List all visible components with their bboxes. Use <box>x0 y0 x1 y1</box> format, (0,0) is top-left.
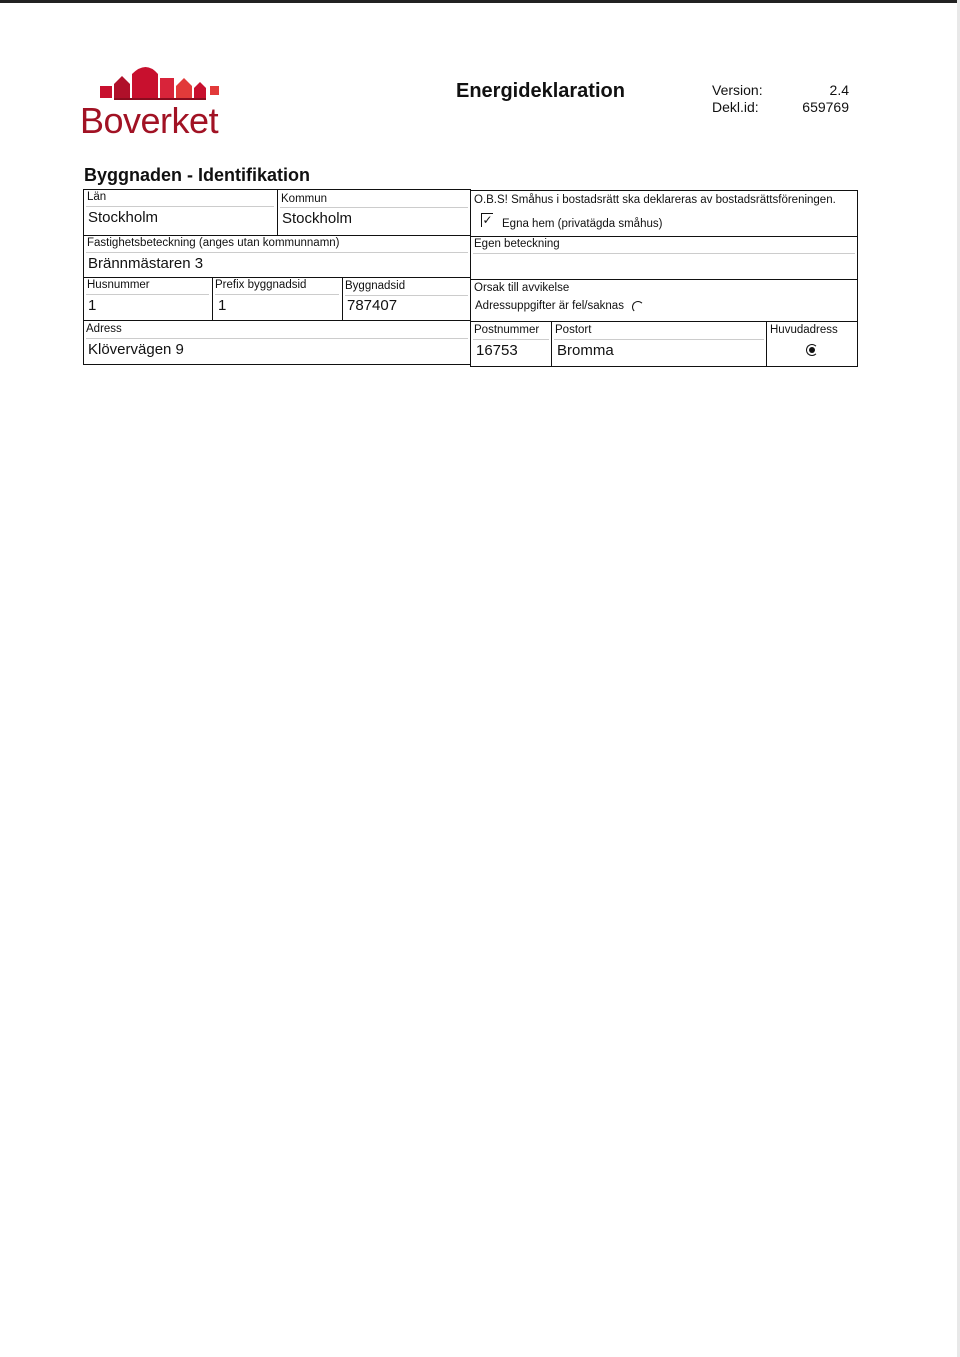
divider <box>83 320 471 321</box>
divider <box>342 277 343 320</box>
postnummer-field[interactable]: 16753 <box>476 342 518 359</box>
field-line <box>215 294 339 295</box>
divider <box>83 277 471 278</box>
field-line <box>86 294 209 295</box>
field-line <box>473 253 855 254</box>
prefix-byggnadsid-field[interactable]: 1 <box>218 297 227 314</box>
fastighetsbeteckning-field[interactable]: Brännmästaren 3 <box>88 255 204 272</box>
adress-field[interactable]: Klövervägen 9 <box>88 341 184 358</box>
field-line <box>86 338 468 339</box>
husnummer-label: Husnummer <box>87 279 150 291</box>
divider <box>470 321 858 322</box>
adress-label: Adress <box>86 323 122 335</box>
postort-field[interactable]: Bromma <box>557 342 614 359</box>
prefix-byggnadsid-label: Prefix byggnadsid <box>215 279 307 291</box>
divider <box>212 277 213 320</box>
huvudadress-label: Huvudadress <box>770 324 838 336</box>
field-line <box>280 207 468 208</box>
lan-field[interactable]: Stockholm <box>88 209 159 226</box>
egen-beteckning-label: Egen beteckning <box>474 238 560 250</box>
deklid-value: 659769 <box>802 99 849 115</box>
postnummer-label: Postnummer <box>474 324 540 336</box>
kommun-field[interactable]: Stockholm <box>282 210 353 227</box>
field-line <box>86 252 468 253</box>
radio-icon[interactable] <box>806 344 818 356</box>
checkmark-icon[interactable]: ✓ <box>482 213 493 227</box>
obs-notice: O.B.S! Småhus i bostadsrätt ska deklareras av bostadsrättsföreningen. <box>474 194 836 206</box>
fastighetsbeteckning-label: Fastighetsbeteckning (anges utan kommunnamn) <box>87 237 340 249</box>
divider <box>766 321 767 367</box>
divider <box>83 235 471 236</box>
brand-name: Boverket <box>80 100 219 141</box>
field-line <box>554 339 764 340</box>
scan-edge-top <box>0 0 960 3</box>
boverket-houses-icon <box>100 60 230 102</box>
byggnadsid-label: Byggnadsid <box>345 280 406 292</box>
section-title: Byggnaden - Identifikation <box>84 165 311 185</box>
byggnadsid-field[interactable]: 787407 <box>347 297 398 314</box>
divider <box>470 236 858 237</box>
field-line <box>86 206 274 207</box>
postort-label: Postort <box>555 324 592 336</box>
version-label: Version: <box>712 82 763 98</box>
divider <box>551 321 552 367</box>
radio-selected-dot <box>809 347 815 353</box>
orsak-label: Orsak till avvikelse <box>474 282 570 294</box>
husnummer-field[interactable]: 1 <box>88 297 97 314</box>
version-value: 2.4 <box>829 82 849 98</box>
lan-label: Län <box>87 191 107 203</box>
adressuppgifter-label: Adressuppgifter är fel/saknas <box>475 300 624 312</box>
kommun-label: Kommun <box>281 193 328 205</box>
divider <box>277 189 278 235</box>
divider <box>470 279 858 280</box>
egna-hem-label: Egna hem (privatägda småhus) <box>502 218 663 230</box>
document-title: Energideklaration <box>456 80 625 102</box>
radio-icon[interactable] <box>632 301 644 313</box>
field-line <box>473 339 549 340</box>
field-line <box>345 295 468 296</box>
deklid-label: Dekl.id: <box>712 99 759 115</box>
